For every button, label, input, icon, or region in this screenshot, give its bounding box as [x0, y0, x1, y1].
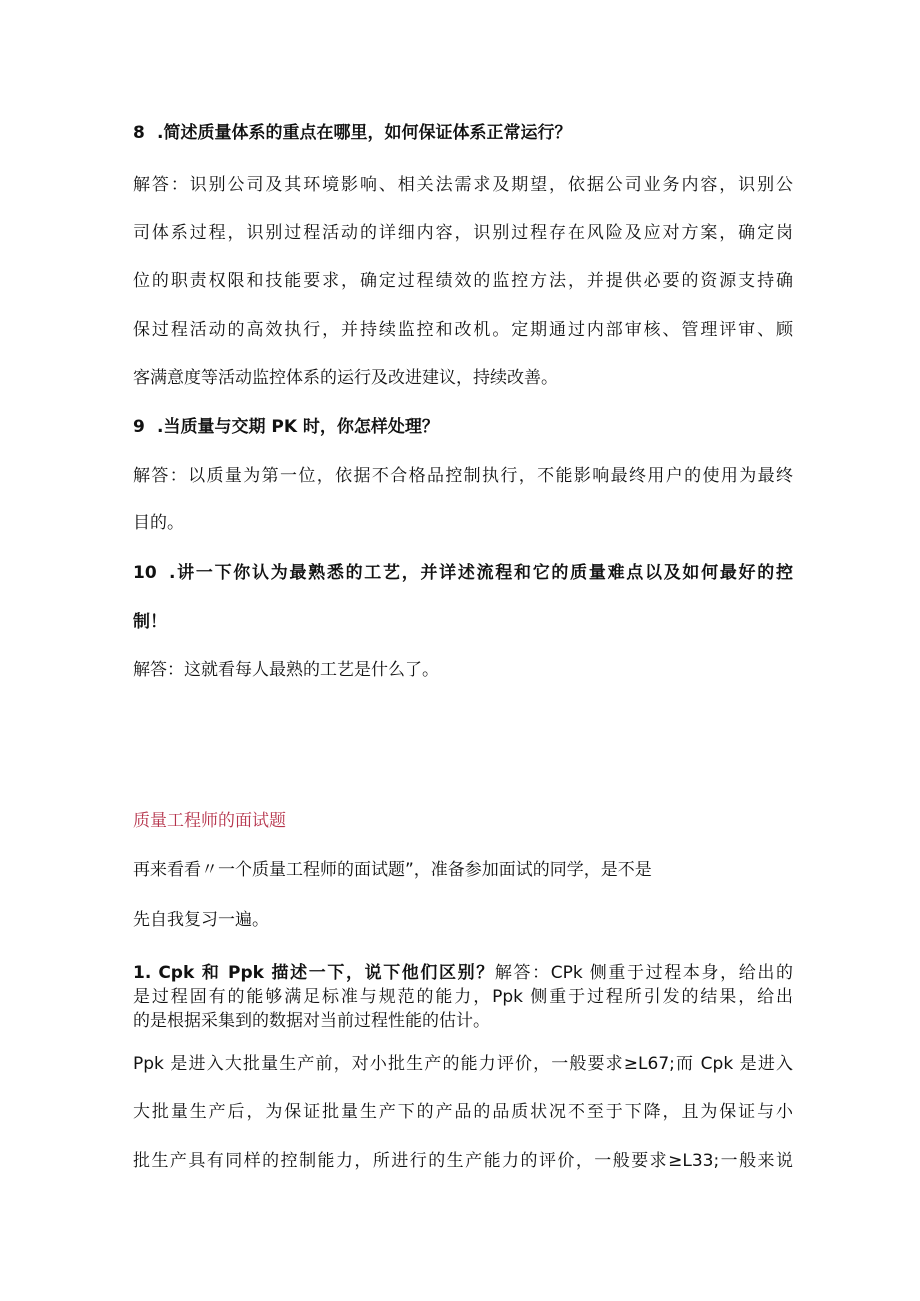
q9-number: 9 — [133, 417, 145, 437]
q8-answer-line: 司体系过程，识别过程活动的详细内容，识别过程存在风险及应对方案，确定岗 — [133, 223, 793, 243]
q8-heading — [133, 122, 793, 144]
cpk-paragraph-line: Ppk 是进入大批量生产前，对小批生产的能力评价，一般要求≥L67;而 Cpk 是进入 — [133, 1054, 793, 1074]
section-intro-line: 先自我复习一遍。 — [133, 910, 269, 930]
q8-number: 8 — [133, 123, 145, 143]
cpk-answer-line: 的是根据采集到的数据对当前过程性能的估计。 — [133, 1011, 490, 1031]
cpk-number: 1. — [133, 963, 152, 983]
q8-title: .简述质量体系的重点在哪里，如何保证体系正常运行？ — [157, 123, 572, 143]
q8-answer-line: 位的职责权限和技能要求，确定过程绩效的监控方法，并提供必要的资源支持确 — [133, 271, 793, 291]
q9-title: .当质量与交期 PK 时，你怎样处理？ — [157, 417, 439, 437]
q8-answer-line: 保过程活动的高效执行，并持续监控和改机。定期通过内部审核、管理评审、顾 — [133, 320, 793, 340]
q10-answer: 解答：这就看每人最熟的工艺是什么了。 — [133, 660, 439, 680]
q9-answer-line: 目的。 — [133, 513, 184, 533]
cpk-answer-start: 解答：CPk 侧重于过程本身，给出的 — [494, 963, 793, 983]
q10-title-line: 制！ — [133, 612, 167, 632]
q8-answer-line: 客满意度等活动监控体系的运行及改进建议，持续改善。 — [133, 368, 558, 388]
cpk-paragraph-line: 大批量生产后，为保证批量生产下的产品的品质状况不至于下降，且为保证与小 — [133, 1102, 793, 1122]
cpk-title: Cpk 和 Ppk 描述一下，说下他们区别？ — [158, 963, 495, 983]
q9-heading — [133, 416, 793, 438]
section-intro-line: 再来看看〃一个质量工程师的面试题”，准备参加面试的同学，是不是 — [133, 860, 652, 880]
section-title: 质量工程师的面试题 — [133, 811, 286, 831]
cpk-paragraph-line: 批生产具有同样的控制能力，所进行的生产能力的评价，一般要求≥L33;一般来说 — [133, 1151, 793, 1171]
q10-heading — [133, 562, 793, 584]
cpk-heading — [133, 961, 793, 985]
q10-number: 10 — [133, 563, 157, 583]
q10-title-line: .讲一下你认为最熟悉的工艺，并详述流程和它的质量难点以及如何最好的控 — [169, 563, 793, 583]
cpk-answer-line: 是过程固有的能够满足标准与规范的能力，Ppk 侧重于过程所引发的结果，给出 — [133, 987, 793, 1007]
q9-answer-line: 解答：以质量为第一位，依据不合格品控制执行，不能影响最终用户的使用为最终 — [133, 466, 793, 486]
q8-answer-line: 解答：识别公司及其环境影响、相关法需求及期望，依据公司业务内容，识别公 — [133, 175, 793, 195]
